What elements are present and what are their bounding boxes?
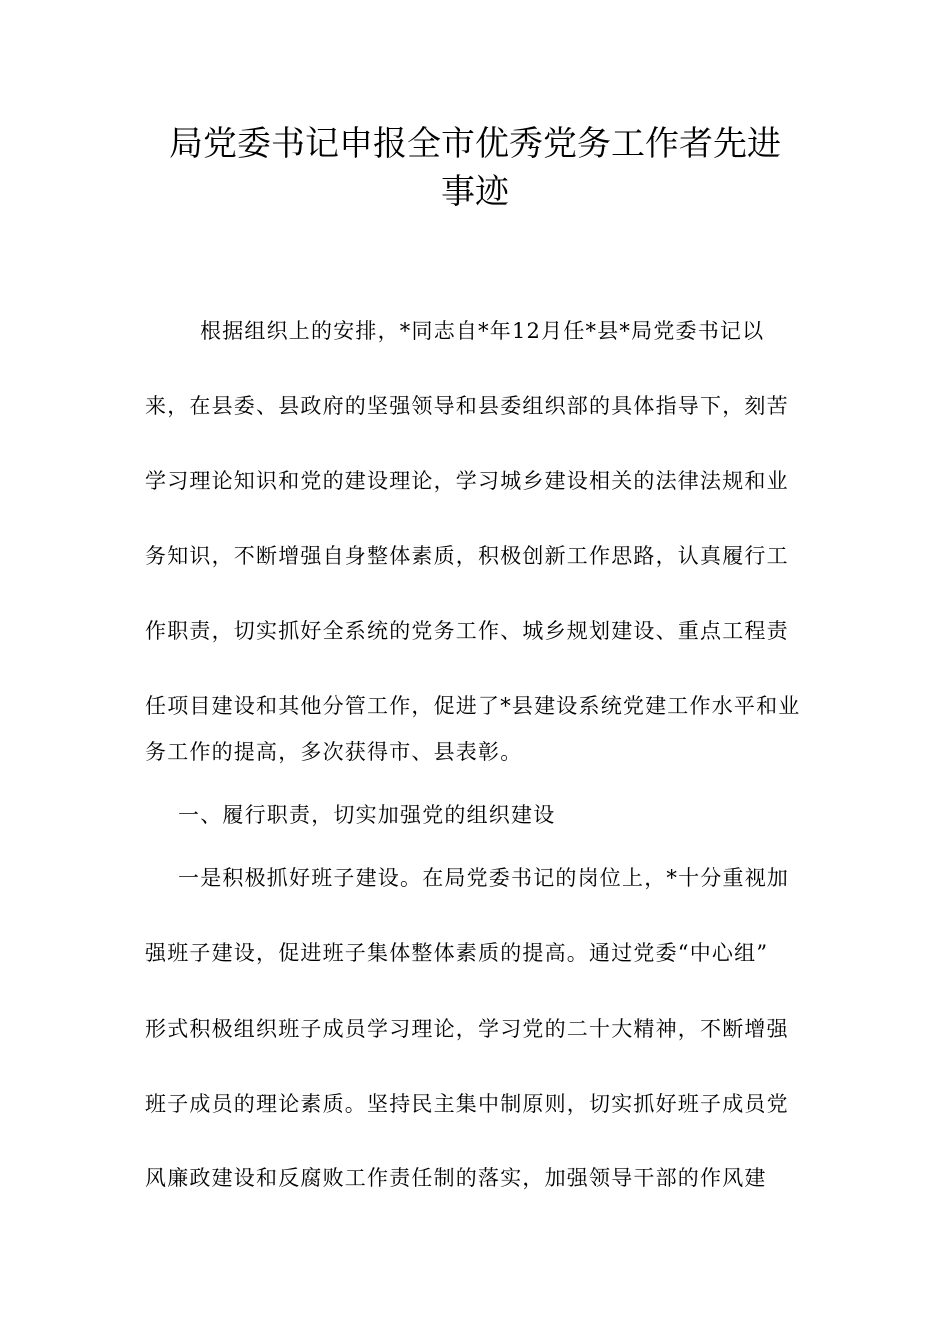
- paragraph-line: 务工作的提高，多次获得市、县表彰。: [145, 740, 523, 764]
- paragraph-line: 班子成员的理论素质。坚持民主集中制原则，切实抓好班子成员党: [145, 1092, 789, 1116]
- paragraph-line: 来，在县委、县政府的坚强领导和县委组织部的具体指导下，刻苦: [145, 394, 789, 418]
- paragraph-line: 学习理论知识和党的建设理论，学习城乡建设相关的法律法规和业: [145, 469, 789, 493]
- paragraph-line: 形式积极组织班子成员学习理论，学习党的二十大精神，不断增强: [145, 1017, 789, 1041]
- paragraph-line: 作职责，切实抓好全系统的党务工作、城乡规划建设、重点工程责: [145, 619, 789, 643]
- title-line-1: 局党委书记申报全市优秀党务工作者先进: [169, 124, 781, 164]
- paragraph-line: 一是积极抓好班子建设。在局党委书记的岗位上，*十分重视加: [178, 866, 790, 890]
- paragraph-line: 任项目建设和其他分管工作，促进了*县建设系统党建工作水平和业: [145, 694, 801, 718]
- paragraph-line: 务知识，不断增强自身整体素质，积极创新工作思路，认真履行工: [145, 544, 789, 568]
- paragraph-line: 根据组织上的安排，*同志自*年12月任*县*局党委书记以: [200, 319, 765, 343]
- section-heading: 一、履行职责，切实加强党的组织建设: [178, 803, 556, 827]
- paragraph-line: 风廉政建设和反腐败工作责任制的落实，加强领导干部的作风建: [145, 1166, 767, 1190]
- paragraph-line: 强班子建设，促进班子集体整体素质的提高。通过党委“中心组”: [145, 941, 769, 965]
- title-line-2: 事迹: [441, 172, 509, 212]
